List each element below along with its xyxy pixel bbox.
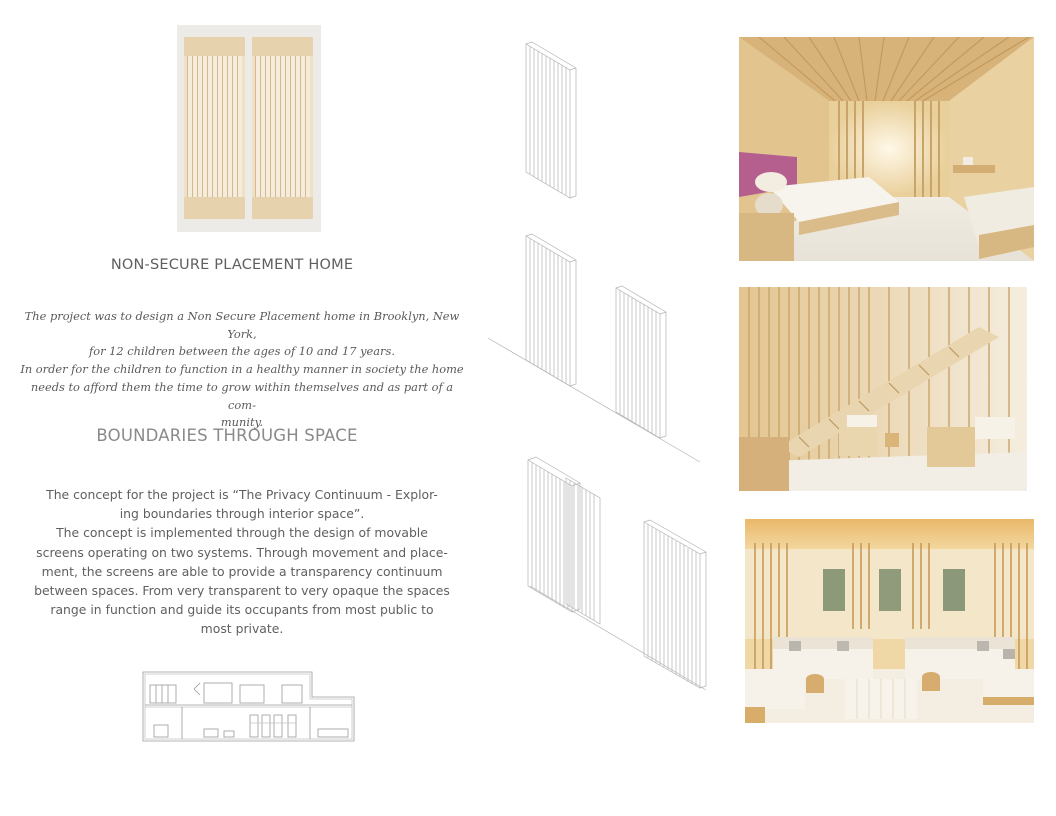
concept-line: screens operating on two systems. Through movement and place- xyxy=(36,544,448,560)
screen-axo-bottom xyxy=(528,457,706,690)
project-intro xyxy=(20,308,464,432)
axonometric-screen-diagrams xyxy=(486,40,712,695)
concept-description xyxy=(34,485,450,639)
screen-panel-left xyxy=(184,37,245,219)
concept-line: range in function and guide its occupants from most public to xyxy=(50,602,434,618)
screen-axo-top xyxy=(526,42,576,198)
stair-lounge-render xyxy=(739,287,1027,491)
concept-line: between spaces. From very transparent to very opaque the spaces xyxy=(34,583,450,599)
section-drawing xyxy=(142,671,356,742)
bedroom-render xyxy=(739,37,1034,261)
wood-screen-model-photo xyxy=(177,25,321,232)
concept-line: ing boundaries through interior space”. xyxy=(119,506,365,522)
intro-line: In order for the children to function in a healthy manner in society the home xyxy=(20,362,464,377)
lounge-render xyxy=(745,519,1034,723)
concept-line: ment, the screens are able to provide a transparency continuum xyxy=(41,563,443,579)
screen-panel-right xyxy=(252,37,313,219)
intro-line: The project was to design a Non Secure Placement home in Brooklyn, New York, xyxy=(24,309,460,341)
concept-line: most private. xyxy=(200,621,284,637)
intro-line: needs to afford them the time to grow within themselves and as part of a com- xyxy=(30,379,454,412)
project-title: NON-SECURE PLACEMENT HOME xyxy=(110,257,354,273)
intro-line: for 12 children between the ages of 10 and 17 years. xyxy=(89,344,395,359)
screen-axo-middle xyxy=(488,234,700,462)
concept-title: BOUNDARIES THROUGH SPACE xyxy=(96,426,358,445)
concept-line: The concept is implemented through the design of movable xyxy=(56,525,428,541)
intro-line: munity. xyxy=(220,415,264,430)
concept-line: The concept for the project is “The Privacy Continuum - Explor- xyxy=(46,487,438,502)
